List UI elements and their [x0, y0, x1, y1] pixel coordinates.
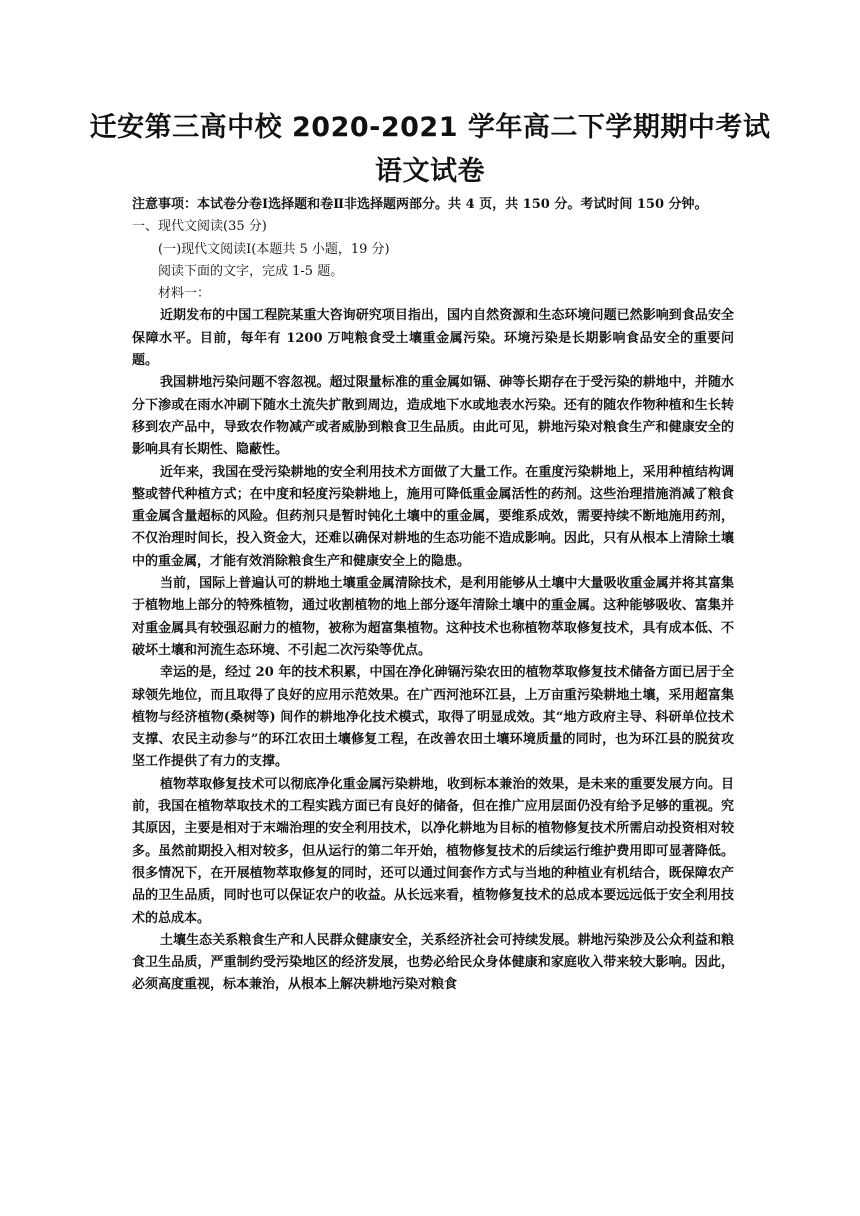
paragraph: 植物萃取修复技术可以彻底净化重金属污染耕地，收到标本兼治的效果，是未来的重要发展方向。目前，我国在植物萃取技术的工程实践方面已有良好的储备，但在推广应用层面仍没有给予足够的重视。究其原因，主要是相对于末端治理的安全利用技术，以净化耕地为目标的植物修复技术所需启动投资相对较多。虽然前期投入相对较多，但从运行的第二年开始，植物修复技术的后续运行维护费用即可显著降低。很多情况下，在开展植物萃取修复的同时，还可以通过间套作方式与当地的种植业有机结合，既保障农产品的卫生品质，同时也可以保证农户的收益。从长远来看，植物修复技术的总成本要远远低于安全利用技术的总成本。	[132, 776, 734, 926]
paragraph: 幸运的是，经过 20 年的技术积累，中国在净化砷镉污染农田的植物萃取修复技术储备方面已居于全球领先地位，而且取得了良好的应用示范效果。在广西河池环江县，上万亩重污染耕地土壤，采用超富集植物与经济植物(桑树等) 间作的耕地净化技术模式，取得了明显成效。其“地方政府主导、科研单位技术支撑、农民主动参与”的环江农田土壤修复工程，在改善农田土壤环境质量的同时，也为环江县的脱贫攻坚工作提供了有力的支撑。	[132, 665, 734, 770]
material-label: 材料一：	[158, 286, 211, 302]
exam-title: 迁安第三高中校 2020-2021 学年高二下学期期中考试	[89, 112, 771, 143]
exam-subtitle: 语文试卷	[375, 156, 485, 187]
paragraph: 近期发布的中国工程院某重大咨询研究项目指出，国内自然资源和生态环境问题已然影响到食品安全保障水平。目前，每年有 1200 万吨粮食受土壤重金属污染。环境污染是长期影响食品安全的重要问题。	[132, 308, 734, 369]
paragraph: 近年来，我国在受污染耕地的安全利用技术方面做了大量工作。在重度污染耕地上，采用种植结构调整或替代种植方式；在中度和轻度污染耕地上，施用可降低重金属活性的药剂。这些治理措施消减了粮食重金属含量超标的风险。但药剂只是暂时钝化土壤中的重金属，要维系成效，需要持续不断地施用药剂，不仅治理时间长，投入资金大，还难以确保对耕地的生态功能不造成影响。因此，只有从根本上清除土壤中的重金属，才能有效消除粮食生产和健康安全上的隐患。	[132, 464, 734, 569]
paragraph: 土壤生态关系粮食生产和人民群众健康安全，关系经济社会可持续发展。耕地污染涉及公众利益和粮食卫生品质，严重制约受污染地区的经济发展，也势必给民众身体健康和家庭收入带来较大影响。因此，必须高度重视，标本兼治，从根本上解决耕地污染对粮食	[132, 932, 734, 993]
paragraph: 我国耕地污染问题不容忽视。超过限量标准的重金属如镉、砷等长期存在于受污染的耕地中，并随水分下渗或在雨水冲刷下随水土流失扩散到周边，造成地下水或地表水污染。还有的随农作物种植和生长转移到农产品中，导致农作物减产或者威胁到粮食卫生品质。由此可见，耕地污染对粮食生产和健康安全的影响具有长期性、隐蔽性。	[132, 375, 734, 458]
exam-body	[132, 194, 734, 997]
subsection-heading: (一)现代文阅读Ⅰ(本题共 5 小题，19 分)	[158, 241, 390, 257]
section-heading: 一、现代文阅读(35 分)	[132, 219, 267, 235]
instruction-text: 阅读下面的文字，完成 1-5 题。	[158, 263, 344, 279]
paragraph: 当前，国际上普遍认可的耕地土壤重金属清除技术，是利用能够从土壤中大量吸收重金属并将其富集于植物地上部分的特殊植物，通过收割植物的地上部分逐年清除土壤中的重金属。这种能够吸收、富集并对重金属具有较强忍耐力的植物，被称为超富集植物。这种技术也称植物萃取修复技术，具有成本低、不破坏土壤和河流生态环境、不引起二次污染等优点。	[132, 576, 734, 658]
notice-text: 注意事项：本试卷分卷Ⅰ选择题和卷Ⅱ非选择题两部分。共 4 页，共 150 分。考试时间 150 分钟。	[132, 197, 708, 212]
